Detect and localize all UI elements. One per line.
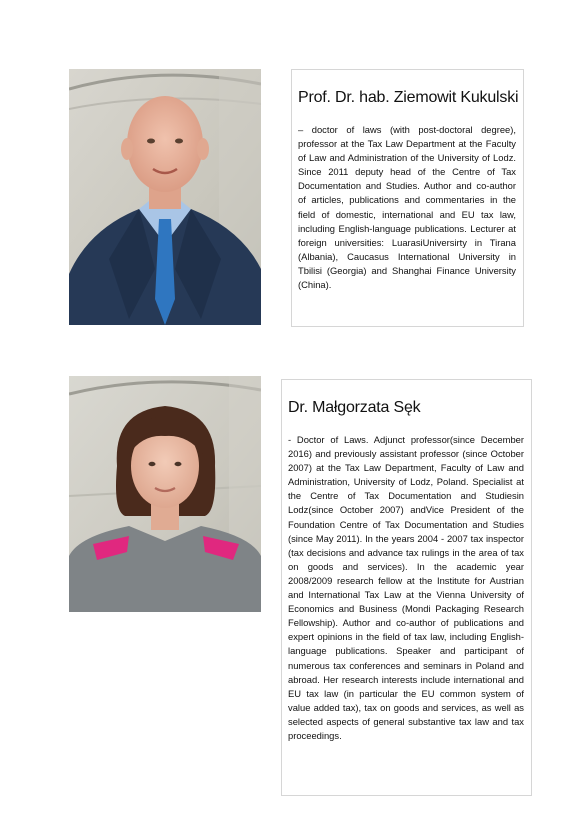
portrait-photo-kukulski [69,69,261,325]
profile-bio: - Doctor of Laws. Adjunct professor(since December 2016) and previously assistant professor (since October 2007) at the Tax Law Department, Faculty of Law and Administration, University of Lodz, Poland. Specialist at the Centre of Tax Documentation and Studiesin Lodz(since October 2007) andVice President of the Foundation Centre of Tax Documentation and Studies (since May 2011). In the years 2004 - 2007 tax inspector (tax decisions and advance tax rulings in the area of tax on goods and services). In the academic year 2008/2009 research fellow at the Institute for Austrian and International Tax Law at the Vienna University of Economics and Business (Mondi Packaging Research Fellowship). Author and co-author of publications and expert opinions in the field of tax law, including English-language publications. Speaker and participant of numerous tax conferences and seminars in Poland and abroad. Her research interests include international and EU tax law (in particular the EU common system of value added tax), tax on goods and services, as well as selected aspects of general substantive tax law and tax proceedings. [288,434,524,741]
profile-name: Dr. Małgorzata Sęk [288,399,421,416]
profile-bio: – doctor of laws (with post-doctoral degree), professor at the Tax Law Department at the Faculty of Law and Administration of the University of Lodz. Since 2011 deputy head of the Centre of Tax Documentation and Studies. Author and co-author of articles, publications and commentaries in the field of domestic, international and EU tax law, including English-language publications. Lecturer at foreign universities: LuarasiUniversirty in Tirana (Albania), Caucasus International University in Tbilisi (Georgia) and Shanghai Finance University (China). [298,124,516,291]
profile-name: Prof. Dr. hab. Ziemowit Kukulski [298,89,519,106]
portrait-photo-sek [69,376,261,612]
